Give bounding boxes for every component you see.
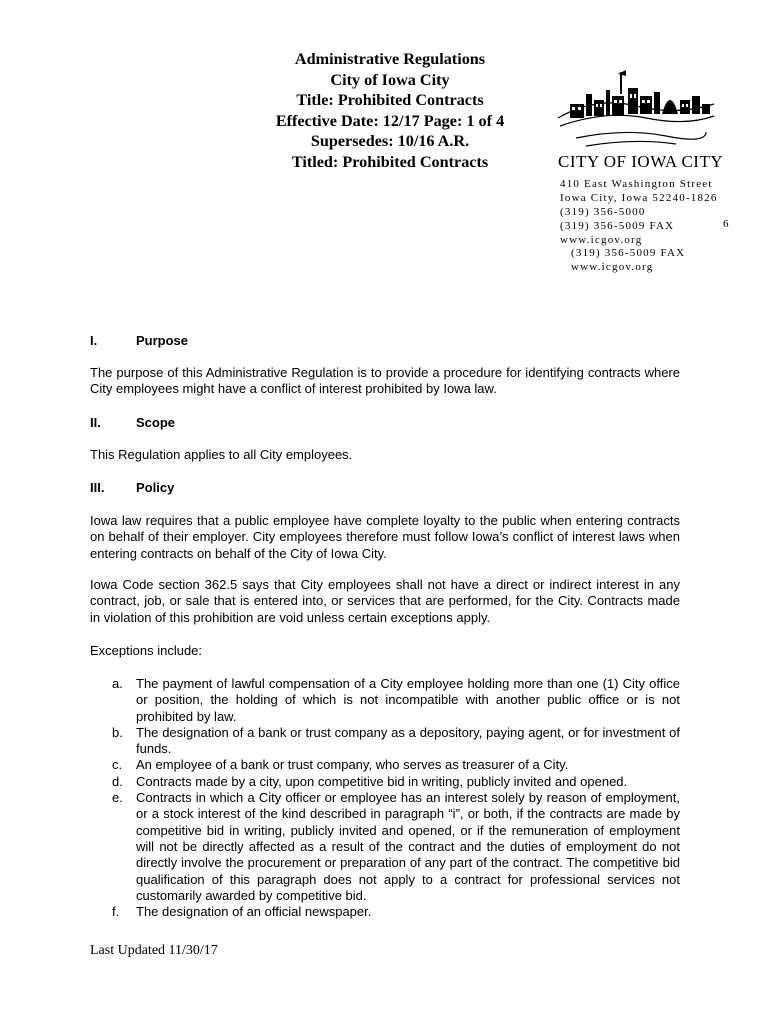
header-line: Titled: Prohibited Contracts xyxy=(291,152,489,171)
header-line: Administrative Regulations xyxy=(294,50,486,68)
section-heading-purpose xyxy=(90,333,188,348)
list-item-text: Contracts made by a city, upon competitive bid in writing, publicly invited and opened. xyxy=(136,773,628,789)
address-line: 410 East Washington Street xyxy=(560,178,713,190)
list-marker: c. xyxy=(112,757,123,773)
address-line: (319) 356-5000 xyxy=(560,206,646,218)
header-line: City of Iowa City xyxy=(330,70,450,89)
list-marker: a. xyxy=(112,676,123,691)
section-number: I. xyxy=(90,333,98,348)
section-number: III. xyxy=(90,480,105,495)
list-item-text: An employee of a bank or trust company, who serves as treasurer of a City. xyxy=(136,757,569,773)
scope-paragraph: This Regulation applies to all City employees. xyxy=(90,447,353,462)
section-number: II. xyxy=(90,415,101,430)
list-item-text: The designation of an official newspaper. xyxy=(136,904,372,920)
address-line-duplicate: (319) 356-5009 FAX xyxy=(571,247,686,259)
section-title: Purpose xyxy=(136,333,189,348)
header-line: Effective Date: 12/17 Page: 1 of 4 xyxy=(275,111,505,130)
section-title: Policy xyxy=(136,480,175,495)
section-heading-scope xyxy=(90,415,175,430)
list-item xyxy=(90,774,680,790)
section-heading-policy xyxy=(90,480,174,495)
list-item xyxy=(90,904,680,920)
policy-paragraph: Iowa law requires that a public employee have complete loyalty to the public when entering contracts on behalf of their employer. City employees therefore must follow Iowa’s conflict of interest laws when entering contracts on behalf of the City of Iowa City. xyxy=(90,513,680,561)
list-marker: d. xyxy=(112,773,123,789)
exceptions-intro: Exceptions include: xyxy=(90,643,203,658)
list-item xyxy=(90,725,680,758)
list-item xyxy=(90,790,680,904)
address-line: Iowa City, Iowa 52240-1826 xyxy=(560,192,718,204)
city-skyline-logo xyxy=(556,66,716,156)
stray-character: 6 xyxy=(723,218,729,230)
city-name: CITY OF IOWA CITY xyxy=(558,152,724,171)
list-marker: f. xyxy=(112,904,120,920)
list-item-text: The payment of lawful compensation of a City employee holding more than one (1) City office or position, the holding of which is not incompatible with another public office or is not prohibited by law. xyxy=(136,676,680,724)
list-marker: b. xyxy=(112,724,123,740)
document-header xyxy=(250,49,530,173)
list-item xyxy=(90,757,680,773)
address-line: www.icgov.org xyxy=(560,234,643,246)
policy-paragraph: Iowa Code section 362.5 says that City employees shall not have a direct or indirect interest in any contract, job, or sale that is entered into, or services that are performed, for the City. Contracts made in violation of this prohibition are void unless certain exceptions apply. xyxy=(90,577,680,625)
list-item-text: Contracts in which a City officer or employee has an interest solely by reason of employment, or a stock interest of the kind described in paragraph “i”, or both, if the contracts are made by competitive bid in writing, publicly invited and opened, or if the remuneration of employment will not be directly affected as a result of the contract and the duties of employment do not directly involve the procurement or preparation of any part of the contract. The competitive bid qualification of this paragraph does not apply to a contract for professional services not customarily awarded by competitive bid. xyxy=(136,790,680,903)
header-line: Title: Prohibited Contracts xyxy=(296,91,484,110)
header-line: Supersedes: 10/16 A.R. xyxy=(310,132,470,151)
list-item-text: The designation of a bank or trust company as a depository, paying agent, or for investment of funds. xyxy=(136,724,680,757)
exceptions-list xyxy=(90,676,680,920)
purpose-paragraph: The purpose of this Administrative Regulation is to provide a procedure for identifying contracts where City employees might have a conflict of interest prohibited by Iowa law. xyxy=(90,365,680,397)
address-line: (319) 356-5009 FAX xyxy=(560,220,675,232)
list-marker: e. xyxy=(112,790,123,806)
section-title: Scope xyxy=(136,415,176,430)
footer-last-updated: Last Updated 11/30/17 xyxy=(90,943,218,958)
address-line-duplicate: www.icgov.org xyxy=(571,261,654,273)
list-item xyxy=(90,676,680,725)
